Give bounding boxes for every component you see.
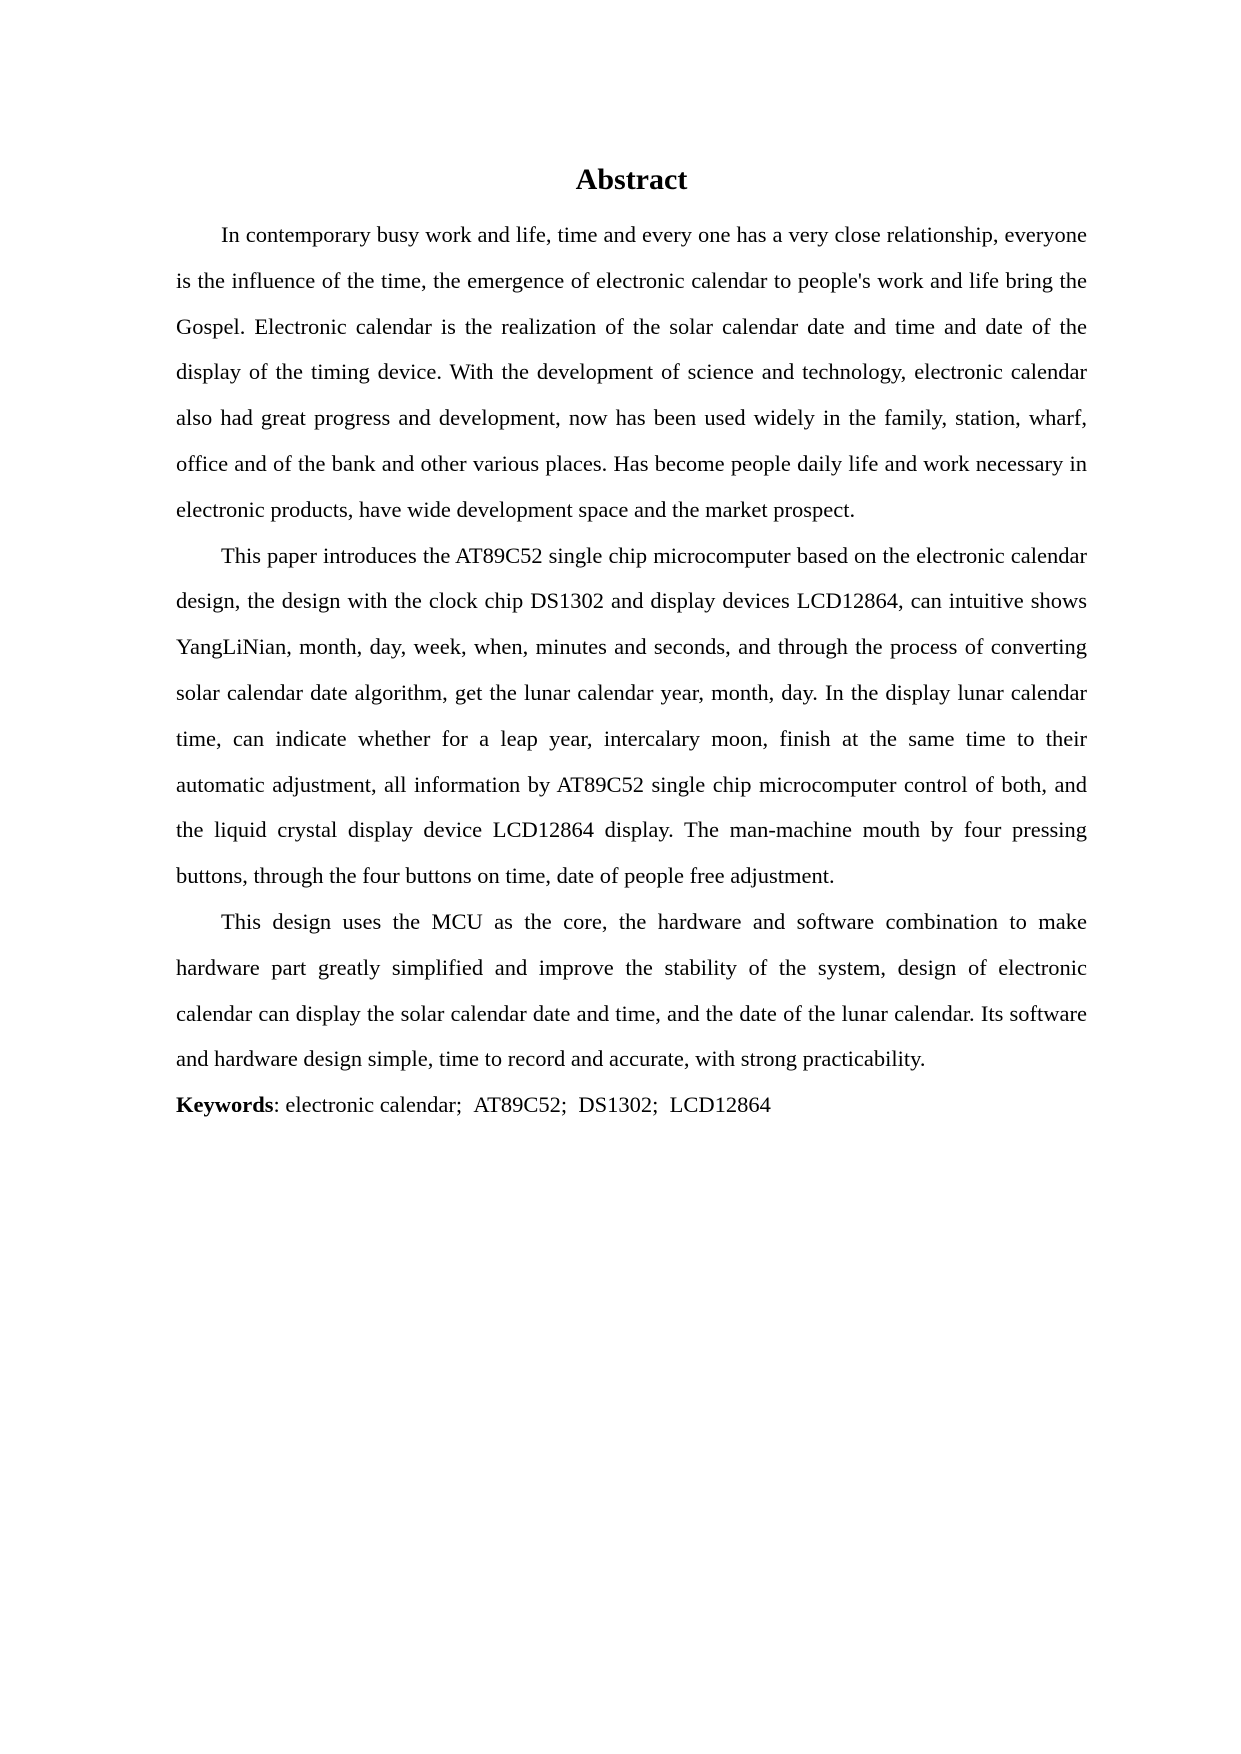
keywords-list: : electronic calendar; AT89C52; DS1302; LCD12864 <box>273 1092 771 1118</box>
abstract-paragraph-1: In contemporary busy work and life, time and every one has a very close relationship, everyone is the influence of the time, the emergence of electronic calendar to people's work and life bring the Gospel. Electronic calendar is the realization of the solar calendar date and time and date of the display of the timing device. With the development of science and technology, electronic calendar also had great progress and development, now has been used widely in the family, station, wharf, office and of the bank and other various places. Has become people daily life and work necessary in electronic products, have wide development space and the market prospect. <box>176 222 1087 522</box>
abstract-paragraph-2: This paper introduces the AT89C52 single chip microcomputer based on the electronic calendar design, the design with the clock chip DS1302 and display devices LCD12864, can intuitive shows YangLiNian, month, day, week, when, minutes and seconds, and through the process of converting solar calendar date algorithm, get the lunar calendar year, month, day. In the display lunar calendar time, can indicate whether for a leap year, intercalary moon, finish at the same time to their automatic adjustment, all information by AT89C52 single chip microcomputer control of both, and the liquid crystal display device LCD12864 display. The man-machine mouth by four pressing buttons, through the four buttons on time, date of people free adjustment. <box>176 542 1087 889</box>
abstract-title: Abstract <box>575 163 688 196</box>
abstract-section <box>176 148 1087 1128</box>
keywords-label: Keywords <box>176 1092 274 1118</box>
abstract-paragraph-3: This design uses the MCU as the core, the hardware and software combination to make hardware part greatly simplified and improve the stability of the system, design of electronic calendar can display the solar calendar date and time, and the date of the lunar calendar. Its software and hardware design simple, time to record and accurate, with strong practicability. <box>176 908 1087 1072</box>
keywords-line <box>176 1082 1087 1128</box>
